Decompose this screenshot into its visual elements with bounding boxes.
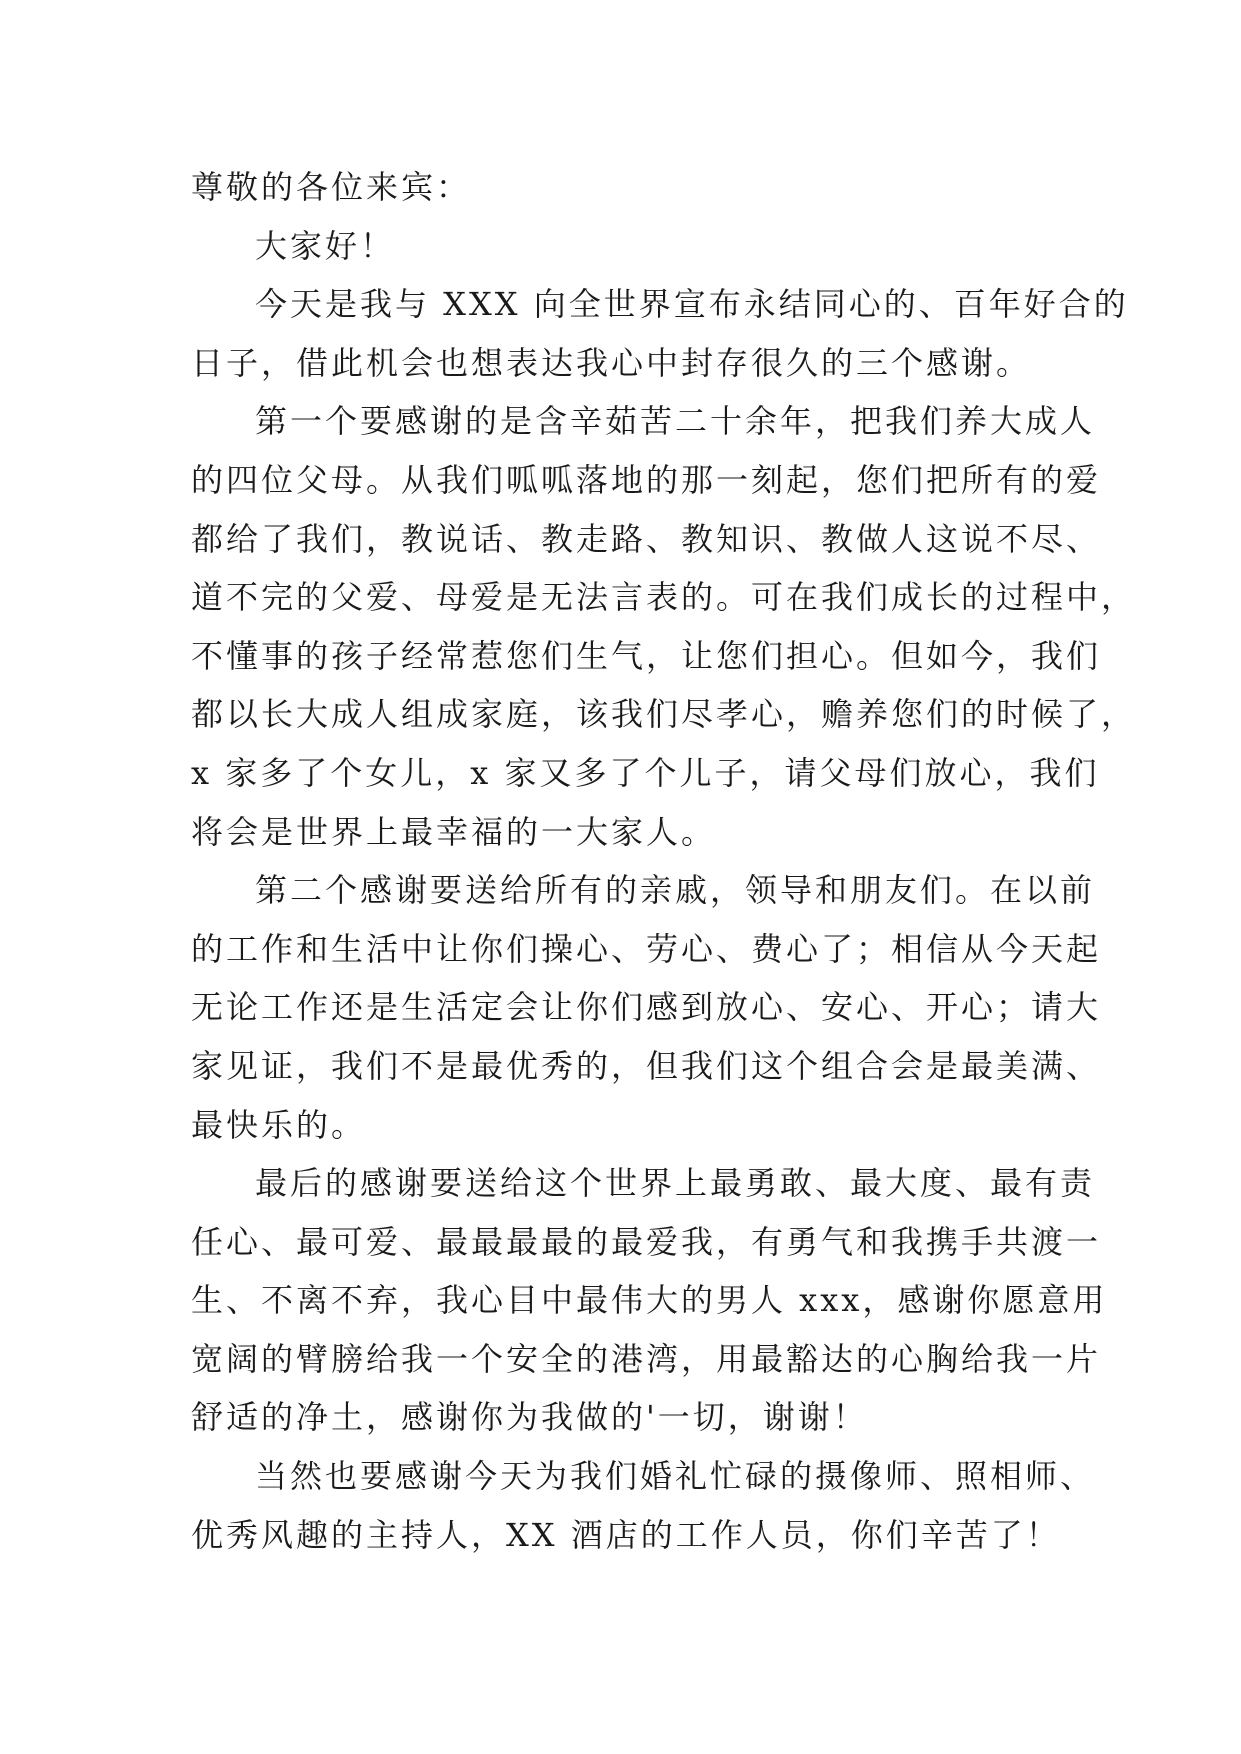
paragraph-line: 最快乐的。 — [191, 1105, 367, 1144]
paragraph-line: 家见证，我们不是最优秀的，但我们这个组合会是最美满、 — [191, 1046, 1102, 1085]
paragraph-line: 优秀风趣的主持人，XX 酒店的工作人员，你们辛苦了！ — [191, 1515, 1061, 1554]
paragraph-line: 的四位父母。从我们呱呱落地的那一刻起，您们把所有的爱 — [191, 460, 1102, 499]
greeting-line: 大家好！ — [255, 226, 396, 265]
speech-body — [191, 158, 1137, 1564]
paragraph-line: 不懂事的孩子经常惹您们生气，让您们担心。但如今，我们 — [191, 636, 1102, 675]
paragraph-line: 今天是我与 XXX 向全世界宣布永结同心的、百年好合的 — [255, 285, 1129, 324]
paragraph-line: x 家多了个女儿，x 家又多了个儿子，请父母们放心，我们 — [191, 753, 1100, 792]
paragraph-line: 都以长大成人组成家庭，该我们尽孝心，赡养您们的时候了， — [191, 695, 1137, 734]
paragraph-line: 宽阔的臂膀给我一个安全的港湾，用最豁达的心胸给我一片 — [191, 1339, 1102, 1378]
paragraph-line: 第二个感谢要送给所有的亲戚，领导和朋友们。在以前 — [255, 871, 1096, 910]
paragraph-line: 都给了我们，教说话、教走路、教知识、教做人这说不尽、 — [191, 519, 1102, 558]
paragraph-line: 生、不离不弃，我心目中最伟大的男人 xxx，感谢你愿意用 — [191, 1281, 1108, 1320]
paragraph-line: 无论工作还是生活定会让你们感到放心、安心、开心；请大 — [191, 988, 1102, 1027]
paragraph-line: 道不完的父爱、母爱是无法言表的。可在我们成长的过程中， — [191, 578, 1137, 617]
paragraph-line: 日子，借此机会也想表达我心中封存很久的三个感谢。 — [191, 343, 1032, 382]
salutation: 尊敬的各位来宾： — [191, 168, 472, 206]
paragraph-line: 第一个要感谢的是含辛茹苦二十余年，把我们养大成人 — [255, 402, 1096, 441]
paragraph-line: 当然也要感谢今天为我们婚礼忙碌的摄像师、照相师、 — [255, 1457, 1096, 1496]
paragraph-line: 的工作和生活中让你们操心、劳心、费心了；相信从今天起 — [191, 929, 1102, 968]
paragraph-line: 任心、最可爱、最最最最的最爱我，有勇气和我携手共渡一 — [191, 1222, 1102, 1261]
paragraph-line: 舒适的净土，感谢你为我做的'一切，谢谢！ — [191, 1398, 868, 1437]
paragraph-line: 最后的感谢要送给这个世界上最勇敢、最大度、最有责 — [255, 1164, 1096, 1203]
paragraph-line: 将会是世界上最幸福的一大家人。 — [191, 812, 717, 851]
